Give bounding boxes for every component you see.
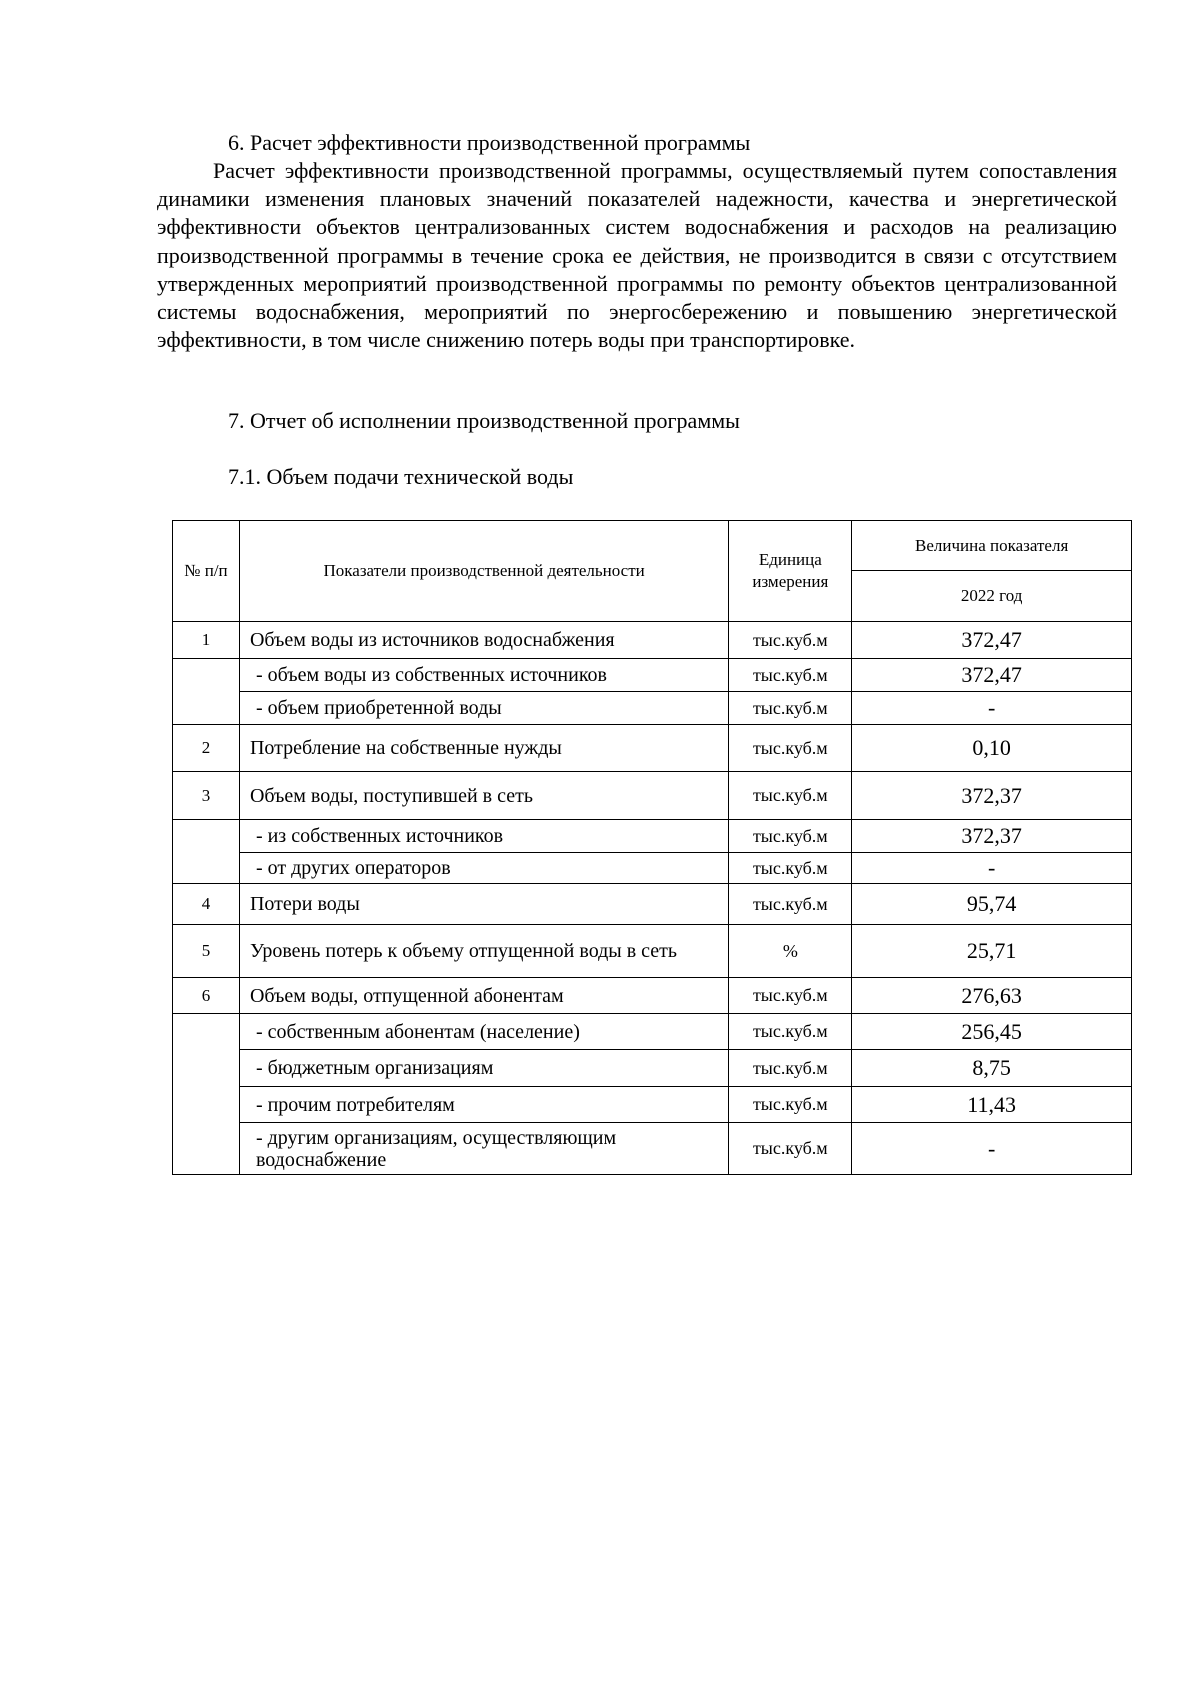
row-unit: тыс.куб.м bbox=[729, 1014, 852, 1050]
section-6-paragraph: Расчет эффективности производственной программы, осуществляемый путем сопоставления динамики изменения плановых значений показателей надежности, качества и энергетической эффективности объектов централизованных систем водоснабжения и расходов на реализацию производственной программы в течение срока ее действия, не производится в связи с отсутствием утвержденных мероприятий производственной программы по ремонту объектов централизованной системы водоснабжения, мероприятий по энергосбережению и повышению энергетической эффективности, в том числе снижению потерь воды при транспортировке. bbox=[157, 158, 1117, 353]
water-supply-table bbox=[172, 520, 1132, 1175]
row-unit: тыс.куб.м bbox=[729, 725, 852, 772]
table-row bbox=[173, 820, 1132, 853]
row-value: - bbox=[852, 1123, 1132, 1175]
row-name: Объем воды из источников водоснабжения bbox=[239, 622, 728, 659]
row-num: 3 bbox=[173, 772, 240, 820]
row-value: 25,71 bbox=[852, 925, 1132, 978]
table-row bbox=[173, 622, 1132, 659]
section-6-heading: 6. Расчет эффективности производственной программы bbox=[228, 130, 751, 155]
row-num-empty bbox=[173, 659, 240, 725]
header-num: № п/п bbox=[173, 521, 240, 622]
row-name: - из собственных источников bbox=[239, 820, 728, 853]
row-num-empty bbox=[173, 1014, 240, 1175]
row-name: - прочим потребителям bbox=[239, 1087, 728, 1123]
section-7-1-heading: 7.1. Объем подачи технической воды bbox=[228, 464, 574, 489]
row-unit: тыс.куб.м bbox=[729, 692, 852, 725]
row-num: 1 bbox=[173, 622, 240, 659]
row-name: - от других операторов bbox=[239, 853, 728, 884]
row-unit: тыс.куб.м bbox=[729, 772, 852, 820]
row-value: 372,47 bbox=[852, 622, 1132, 659]
row-unit: тыс.куб.м bbox=[729, 1087, 852, 1123]
row-value: 8,75 bbox=[852, 1050, 1132, 1087]
table-row bbox=[173, 1087, 1132, 1123]
table-row bbox=[173, 692, 1132, 725]
row-unit: тыс.куб.м bbox=[729, 820, 852, 853]
table-row bbox=[173, 1050, 1132, 1087]
row-value: 256,45 bbox=[852, 1014, 1132, 1050]
row-name: - объем воды из собственных источников bbox=[239, 659, 728, 692]
row-name: Потери воды bbox=[239, 884, 728, 925]
table-row bbox=[173, 1123, 1132, 1175]
table-row bbox=[173, 659, 1132, 692]
row-name: Уровень потерь к объему отпущенной воды в сеть bbox=[239, 925, 728, 978]
row-name: - другим организациям, осуществляющим водоснабжение bbox=[239, 1123, 728, 1175]
row-value: 372,37 bbox=[852, 820, 1132, 853]
header-year: 2022 год bbox=[852, 571, 1132, 622]
row-name: - объем приобретенной воды bbox=[239, 692, 728, 725]
table-row bbox=[173, 772, 1132, 820]
row-unit: тыс.куб.м bbox=[729, 978, 852, 1014]
table-row bbox=[173, 978, 1132, 1014]
row-num: 2 bbox=[173, 725, 240, 772]
table-row bbox=[173, 925, 1132, 978]
header-unit: Единица измерения bbox=[729, 521, 852, 622]
row-name: - собственным абонентам (население) bbox=[239, 1014, 728, 1050]
row-name: Потребление на собственные нужды bbox=[239, 725, 728, 772]
row-num: 6 bbox=[173, 978, 240, 1014]
row-num: 5 bbox=[173, 925, 240, 978]
table-row bbox=[173, 1014, 1132, 1050]
row-name: Объем воды, отпущенной абонентам bbox=[239, 978, 728, 1014]
row-num: 4 bbox=[173, 884, 240, 925]
table-row bbox=[173, 853, 1132, 884]
row-value: 95,74 bbox=[852, 884, 1132, 925]
row-name: - бюджетным организациям bbox=[239, 1050, 728, 1087]
row-unit: % bbox=[729, 925, 852, 978]
row-unit: тыс.куб.м bbox=[729, 1050, 852, 1087]
row-unit: тыс.куб.м bbox=[729, 884, 852, 925]
row-value: 0,10 bbox=[852, 725, 1132, 772]
row-value: 372,47 bbox=[852, 659, 1132, 692]
header-value-group: Величина показателя bbox=[852, 521, 1132, 571]
header-indicator: Показатели производственной деятельности bbox=[239, 521, 728, 622]
row-unit: тыс.куб.м bbox=[729, 622, 852, 659]
row-value: 372,37 bbox=[852, 772, 1132, 820]
table-row bbox=[173, 725, 1132, 772]
row-unit: тыс.куб.м bbox=[729, 1123, 852, 1175]
row-unit: тыс.куб.м bbox=[729, 659, 852, 692]
table-row bbox=[173, 884, 1132, 925]
section-7-heading: 7. Отчет об исполнении производственной программы bbox=[228, 408, 740, 433]
row-name: Объем воды, поступившей в сеть bbox=[239, 772, 728, 820]
row-value: - bbox=[852, 692, 1132, 725]
row-value: - bbox=[852, 853, 1132, 884]
row-unit: тыс.куб.м bbox=[729, 853, 852, 884]
row-num-empty bbox=[173, 820, 240, 884]
row-value: 276,63 bbox=[852, 978, 1132, 1014]
row-value: 11,43 bbox=[852, 1087, 1132, 1123]
